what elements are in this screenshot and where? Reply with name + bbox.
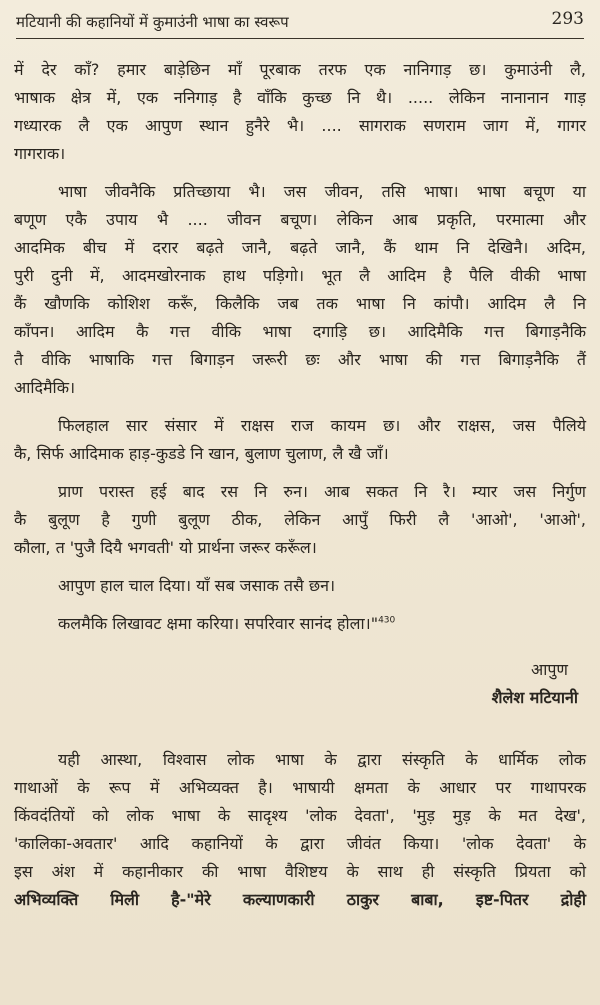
letter-closing: कलमैकि लिखावट क्षमा करिया। सपरिवार सानंद होला।" [58,614,379,633]
text-line: भाषाक क्षेत्र में, एक ननिगाड़ है वाँकि कुच्छ नि थै। ..... लेकिन नानानान गाड़ [14,88,586,107]
text-line [14,610,586,638]
text-line: भाषा जीवनैकि प्रतिच्छाया भै। जस जीवन, तसि भाषा। भाषा बचूण या [58,182,586,201]
paragraph-6 [14,610,586,638]
text-line: आदिमैकि। [14,378,76,397]
text-line: बणूण एकै उपाय भै .... जीवन बचूण। लेकिन आब प्रकृति, परमात्मा और [14,210,586,229]
page-number: 293 [551,9,584,29]
text-line: कै बुलूण है गुणी बुलूण ठीक, लेकिन आपुँ फिरी लै 'आओ', 'आओ', [14,510,586,529]
paragraph-5 [14,572,586,600]
paragraph-4 [14,478,586,562]
paragraph-2 [14,178,586,402]
text-line: तै वीकि भाषाकि गत्त बिगाड़न जरूरी छः और भाषा की गत्त बिगाड़नैकि तैं [14,350,586,369]
running-header [16,0,584,39]
text-line: कैं खौणकि कोशिश करूँ, किलैकि जब तक भाषा नि कांपौ। आदिम लै नि [14,294,586,313]
signature-block [14,656,586,712]
text-line: किंवदंतियों को लोक भाषा के सादृश्य 'लोक देवता', 'मुड़ मुड़ के मत देख', [14,806,586,825]
paragraph-3 [14,412,586,468]
text-line: फिलहाल सार संसार में राक्षस राज कायम छ। और राक्षस, जस पैलिये [58,416,586,435]
text-line: आपुण हाल चाल दिया। याँ सब जसाक तसै छन। [58,576,336,595]
text-line: में देर काँ? हमार बाड़ेछिन माँ पूरबाक तरफ एक नानिगाड़ छ। कुमाउंनी लै, [14,60,586,79]
closing-paragraph [14,746,586,914]
text-line: काँपन। आदिम कै गत्त वीकि भाषा दगाड़ि छ। आदिमैकि गत्त बिगाड़नैकि [14,322,586,341]
text-line: गाथाओं के रूप में अभिव्यक्त है। भाषायी क्षमता के आधार पर गाथापरक [14,778,586,797]
signature-greeting: आपुण [530,660,568,679]
text-line: 'कालिका-अवतार' आदि कहानियों के द्वारा जीवंत किया। 'लोक देवता' के [14,834,586,853]
text-line: यही आस्था, विश्वास लोक भाषा के द्वारा संस्कृति के धार्मिक लोक [58,750,586,769]
text-line: पुरी दुनी में, आदमखोरनाक हाथ पड़िगो। भूत लै आदिम है पैलि वीकी भाषा [14,266,586,285]
paragraph-1 [14,56,586,168]
text-line: कौला, त 'पुजै दियै भगवती' यो प्रार्थना जरूर करूँल। [14,538,317,557]
text-line: इस अंश में कहानीकार की भाषा वैशिष्टय के साथ ही संस्कृति प्रियता को [14,862,586,881]
section-gap [14,712,586,746]
text-line: अभिव्यक्ति मिली है-"मेरे कल्याणकारी ठाकुर बाबा, इष्ट-पितर द्रोही [14,890,586,909]
text-line: प्राण परास्त हई बाद रस नि रुन। आब सकत नि रै। म्यार जस निर्गुण [58,482,586,501]
text-line: आदमिक बीच में दरार बढ़ते जानै, बढ़ते जानै, कैं थाम नि देखिनै। अदिम, [14,238,586,257]
running-title: मटियानी की कहानियों में कुमाउंनी भाषा का स्वरूप [16,13,289,31]
body-text [14,39,586,914]
text-line: कै, सिर्फ आदिमाक हाड़-कुडडे नि खान, बुलाण चुलाण, लै खै जाँ। [14,444,389,463]
footnote-ref: 430 [378,615,396,626]
signature-name: शैलेश मटियानी [491,688,578,707]
text-line: गध्यारक लै एक आपुण स्थान हुनैरे भै। .... सागराक सणराम जाग में, गागर [14,116,586,135]
text-line: गागराक। [14,144,66,163]
